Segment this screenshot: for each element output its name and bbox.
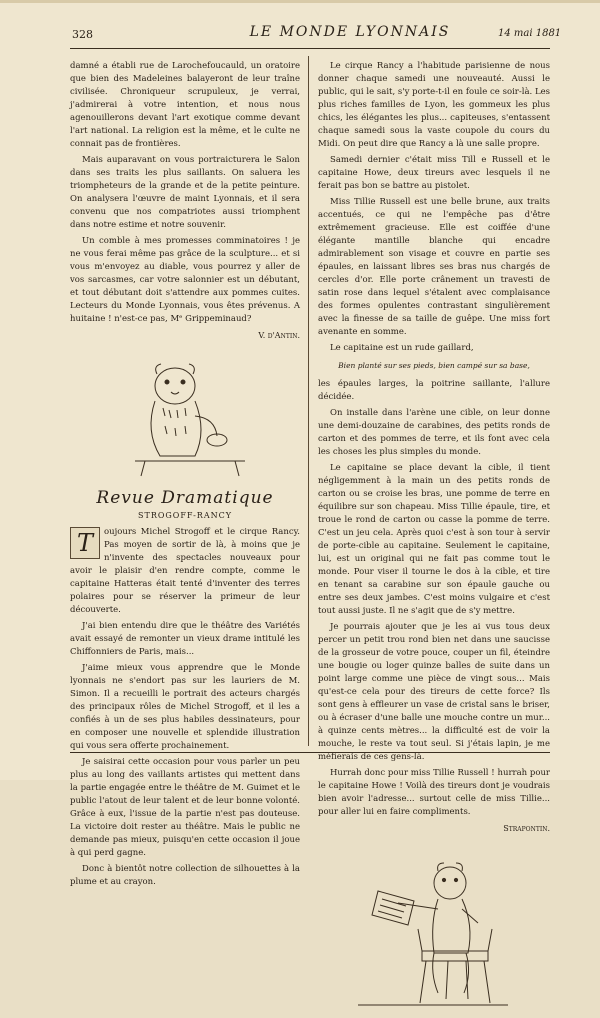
- article-paragraph: Le capitaine est un rude gaillard,: [330, 343, 474, 353]
- left-column: [70, 60, 300, 892]
- article-paragraph: J'ai bien entendu dire que le théâtre des Variétés avait essayé de remonter un vieux drame intitulé les Chiffonniers de Paris, mais...: [70, 621, 300, 657]
- masthead-title: LE MONDE LYONNAIS: [249, 24, 451, 40]
- article-paragraph: J'aime mieux vous apprendre que le Monde lyonnais ne s'endort pas sur les lauriers de M. Simon. Il a recueilli le portrait des acteurs chargés des principaux rôles de Michel Strogoff, et il les a confiés à un de ses plus habiles dessinateurs, pour en composer une nouvelle et splendide illustration qui vous sera offerte prochainement.: [70, 663, 300, 751]
- article-paragraph: Un comble à mes promesses comminatoires ! je ne vous ferai même pas grâce de la sculpture... et si vous m'envoyez au diable, vous pourrez y aller de vos sarcasmes, car votre salonnier est un débutant, et tout débutant doit s'attendre aux pommes cuites. Lecteurs du Monde Lyonnais, vous êtes prévenus. A huitaine ! n'est-ce pas, Mᵉ Grippeminaud?: [70, 236, 300, 324]
- article-paragraph: les épaules larges, la poitrine saillante, l'allure décidée.: [318, 379, 550, 402]
- column-divider: [308, 56, 309, 746]
- article-paragraph: Le capitaine se place devant la cible, il tient négligemment à la main un des petits ronds de carton ou se croise les bras, une pomme de terre en équilibre sur son chapeau. Miss Tillie épaule, tire, et troue le rond de carton ou casse la pomme de terre. C'est un jeu cela. Après quoi c'est à son tour à servir de porte-cible au capitaine. Seulement le capitaine, lui, est un original qui ne fait pas comme tout le monde. Pour viser il tourne le dos à la cible, et tire en tenant sa carabine sur son épaule gauche ou entre ses deux jambes. C'est moins vulgaire et c'est tout aussi juste. Il ne s'agit que de s'y mettre.: [318, 463, 550, 616]
- section-subtitle: STROGOFF-RANCY: [138, 511, 232, 520]
- article-paragraph: Hurrah donc pour miss Tillie Russell ! hurrah pour le capitaine Howe ! Voilà des tireurs dont je voudrais bien avoir l'adresse... surtout celle de miss Tillie... pour aller lui en faire compliments.: [318, 768, 550, 817]
- issue-date: 14 mai 1881: [498, 28, 562, 39]
- article-signature: V. d'Antin.: [258, 331, 300, 340]
- article-paragraph: Je pourrais ajouter que je les ai vus tous deux percer un petit trou rond bien net dans une saucisse de la grosseur de votre pouce, couper un fil, éteindre une bougie ou loger quinze balles de suite dans un point large comme une pièce de vingt sous... Mais qu'est-ce cela pour des tireurs de cette force? Ils sont gens à effleurer un vase de cristal sans le briser, ou à écraser d'une balle une mouche contre un mur... à quinze cents mètres... la difficulté est de voir la mouche, le reste va tout seul. Si j'étais lapin, je me méfierais de ces gens-là.: [318, 622, 550, 762]
- article-paragraph: On installe dans l'arène une cible, on leur donne une demi-douzaine de carabines, des petits ronds de carton et des pommes de terre, et ils font avec cela les choses les plus simples du monde.: [318, 408, 550, 457]
- article-paragraph: Samedi dernier c'était miss Till e Russell et le capitaine Howe, deux tireurs avec lesquels il ne ferait pas bon se battre au pistolet.: [318, 155, 550, 191]
- bear-drawing: [105, 346, 265, 486]
- article-paragraph: Je saisirai cette occasion pour vous parler un peu plus au long des vaillants artistes qui mettent dans la partie engagée entre le théâtre de M. Guimet et le public l'atout de leur talent et de leur bonne volonté. Grâce à eux, l'issue de la partie n'est pas douteuse. La victoire doit rester au théâtre. Mais le public ne demande pas mieux, puisqu'en cette occasion il joue à qui perd gagne.: [70, 757, 300, 858]
- article-paragraph: Donc à bientôt notre collection de silhouettes à la plume et au crayon.: [70, 864, 300, 887]
- article-signature: Strapontin.: [503, 824, 550, 833]
- reading-figure-drawing: [338, 843, 518, 1013]
- page-header: [0, 24, 600, 46]
- bear-illustration: [105, 346, 265, 486]
- right-column: [318, 60, 550, 1013]
- dropcap-paragraph-text: oujours Michel Strogoff et le cirque Rancy. Pas moyen de sortir de là, à moins que je n'invente des spectacles nouveaux pour avoir le plaisir d'en rendre compte, comme le capitaine Hatteras était tenté d'inventer des terres polaires pour se réserver la primeur de leur découverte.: [70, 527, 300, 615]
- page-number: 328: [72, 28, 93, 41]
- reading-figure-illustration: [338, 843, 518, 1013]
- footer-rule: [70, 752, 550, 753]
- header-rule: [70, 48, 550, 49]
- section-title: Revue Dramatique: [96, 488, 274, 508]
- dropcap-letter: T: [70, 527, 100, 559]
- article-paragraph: Miss Tillie Russell est une belle brune, aux traits accentués, ce qui ne l'empêche pas d'être extrêmement gracieuse. Elle est coiffée d'une élégante mantille blanche qui encadre admirablement son visage et couvre en partie ses épaules, en laissant libres ses bras nus chargés de cercles d'or. Elle porte crânement un travesti de satin rose dans lequel s'étalent avec complaisance des formes opulentes contrastant singulièrement avec la finesse de sa taille de guêpe. Une miss fort avenante en somme.: [318, 197, 550, 337]
- article-paragraph: [70, 526, 300, 617]
- verse-quote: Bien planté sur ses pieds, bien campé sur sa base,: [338, 361, 530, 370]
- article-paragraph: Mais auparavant on vous portraicturera le Salon dans ses traits les plus saillants. On saluera les triompheteurs de la grande et de la petite peinture. On analysera l'œuvre de maint Lyonnais, et il sera convenu que nos compatriotes aussi triomphent dans notre estime et notre souvenir.: [70, 155, 300, 230]
- article-paragraph: Le cirque Rancy a l'habitude parisienne de nous donner chaque samedi une nouveauté. Aussi le public, qui le sait, s'y porte-t-il en foule ce soir-là. Les plus riches familles de Lyon, les gommeux les plus chics, les élégantes les plus... capiteuses, s'entassent chaque samedi sous la vaste coupole du cours du Midi. On peut dire que Rancy a là une salle propre.: [318, 61, 550, 149]
- article-paragraph: damné a établi rue de Larochefoucauld, un oratoire que bien des Madeleines balayeront de leur traîne civilisée. Chroniqueur scrupuleux, je verrai, j'admirerai à votre intention, et nous nous agenouillerons devant l'art exotique comme devant l'art national. La religion est la même, et le culte ne connait pas de frontières.: [70, 61, 300, 149]
